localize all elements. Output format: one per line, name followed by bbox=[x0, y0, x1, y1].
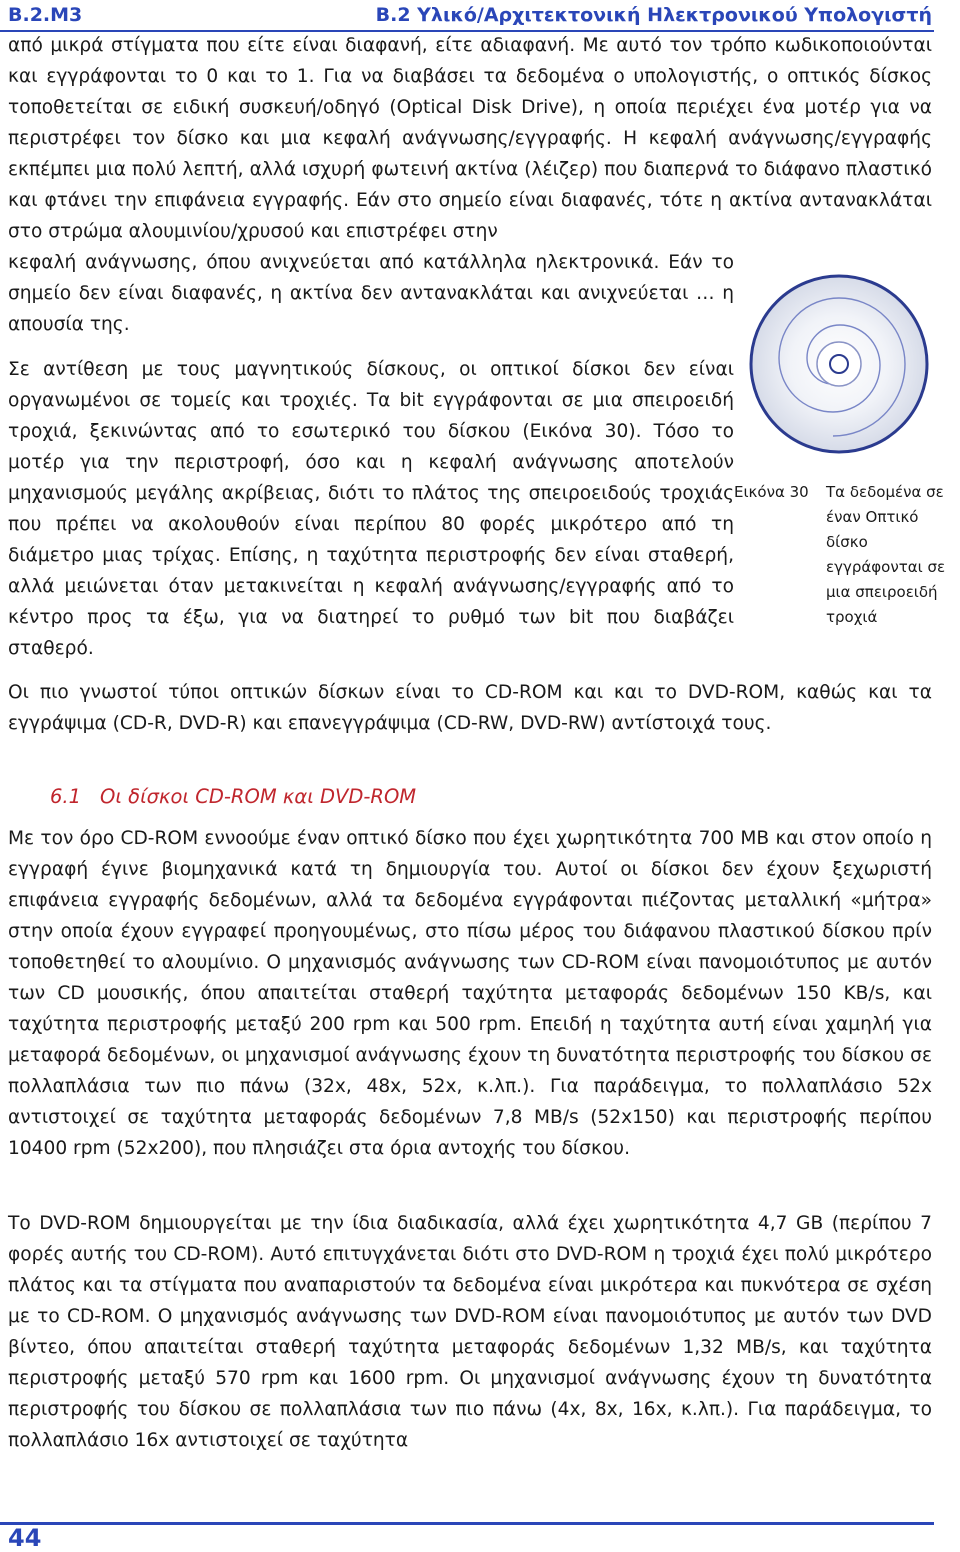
page-header bbox=[0, 0, 960, 34]
section-code: B.2.M3 bbox=[8, 4, 83, 26]
paragraph-spiral: Σε αντίθεση με τους μαγνητικούς δίσκους, οι οπτικοί δίσκοι δεν είναι οργανωμένοι σε τομείς και τροχιές. Τα bit εγγράφονται σε μια σπειροειδή τροχιά, ξεκινώντας από το εσωτερικό του δίσκου (Εικόνα 30). Τόσο το μοτέρ για την περιστροφή, όσο και η κεφαλή ανάγνωσης αποτελούν μηχανισμούς μεγάλης ακρίβειας, διότι το πλάτος της σπειροειδούς τροχιάς που πρέπει να ακολουθούν είναι περίπου 80 φορές μικρότερο από τη διάμετρο μιας τρίχας. Επίσης, η ταχύτητα περιστροφής δεν είναι σταθερή, αλλά μειώνεται όταν μετακινείται η κεφαλή ανάγνωσης/εγγραφής από το κέντρο προς τα έξω, για να διατηρεί το ρυθμό των bit που διαβάζει σταθερό. bbox=[8, 359, 734, 659]
paragraph-cdrom: Με τον όρο CD-ROM εννοούμε έναν οπτικό δίσκο που έχει χωρητικότητα 700 MB και στον οποίο η εγγραφή έγινε βιομηχανικά κατά τη δημιουργία του. Αυτοί οι δίσκοι δεν έχουν ξεχωριστή επιφάνεια εγγραφής δεδομένων, αλλά τα δεδομένα εγγράφονται πιέζοντας μεταλλική «μήτρα» στην οποία έχουν εγγραφεί προηγουμένως, στο πίσω μέρος του διάφανου πλαστικού δίσκου πρίν τοποθετηθεί το αλουμίνιο. Ο μηχανισμός ανάγνωσης των CD-ROM είναι πανομοιότυπος με αυτόν των CD μουσικής, όπου απαιτείται σταθερή ταχύτητα μεταφοράς δεδομένων 150 KB/s, και ταχύτητα περιστροφής μεταξύ 200 rpm και 500 rpm. Επειδή η ταχύτητα αυτή είναι χαμηλή για μεταφορά δεδομένων, οι μηχανισμοί ανάγνωσης έχουν τη δυνατότητα περιστροφής του δίσκου σε πολλαπλάσια των πιο πάνω (32x, 48x, 52x, κ.λπ.). Για παράδειγμα, το πολλαπλάσιο 52x αντιστοιχεί σε ταχύτητα μεταφοράς δεδομένων 7,8 MB/s (52x150) και περιστροφής περίπου 10400 rpm (52x200), που πλησιάζει στα όρια αντοχής του δίσκου. bbox=[8, 828, 932, 1159]
chapter-title: B.2 Υλικό/Αρχιτεκτονική Ηλεκτρονικού Υπολογιστή bbox=[375, 4, 932, 26]
section-heading bbox=[50, 785, 416, 808]
optical-disc-spiral-icon bbox=[748, 258, 930, 470]
paragraph-intro-cont: κεφαλή ανάγνωσης, όπου ανιχνεύεται από κατάλληλα ηλεκτρονικά. Εάν το σημείο δεν είναι διαφανές, η ακτίνα δεν αντανακλάται και ανιχνεύεται … η απουσία της. bbox=[8, 252, 734, 335]
figure-caption-text: Τα δεδομένα σε έναν Οπτικό δίσκο εγγράφονται σε μια σπειροειδή τροχιά bbox=[826, 483, 946, 626]
paragraph-dvdrom: Το DVD-ROM δημιουργείται με την ίδια διαδικασία, αλλά έχει χωρητικότητα 4,7 GB (περίπου 7 φορές αυτής του CD-ROM). Αυτό επιτυγχάνεται διότι στο DVD-ROM η τροχιά έχει πολύ μικρότερο πλάτος και τα στίγματα που αναπαριστούν τα δεδομένα είναι μικρότερα και πυκνότερα σε σχέση με το CD-ROM. Ο μηχανισμός ανάγνωσης των DVD-ROM είναι πανομοιότυπος με αυτόν των DVD βίντεο, όπου απαιτείται σταθερή ταχύτητα μεταφοράς δεδομένων 1,32 MB/s, και ταχύτητα περιστροφής μεταξύ 570 rpm και 1600 rpm. Οι μηχανισμοί ανάγνωσης έχουν τη δυνατότητα περιστροφής του δίσκου σε πολλαπλάσια των πιο πάνω (4x, 8x, 16x, κ.λπ.). Για παράδειγμα, το πολλαπλάσιο 16x αντιστοιχεί σε ταχύτητα bbox=[8, 1213, 932, 1451]
page-number: 44 bbox=[8, 1524, 42, 1552]
optical-disc-figure bbox=[748, 258, 930, 470]
section-heading-title: Οι δίσκοι CD-ROM και DVD-ROM bbox=[100, 785, 417, 808]
footer-divider bbox=[0, 1522, 934, 1525]
section-heading-number: 6.1 bbox=[50, 785, 82, 808]
paragraph-intro: από μικρά στίγματα που είτε είναι διαφανή, είτε αδιαφανή. Με αυτό τον τρόπο κωδικοποιούνται και εγγράφονται το 0 και το 1. Για να διαβάσει τα δεδομένα ο υπολογιστής, ο οπτικός δίσκος τοποθετείται σε ειδική συσκευή/οδηγό (Optical Disk Drive), η οποία περιέχει ένα μοτέρ για να περιστρέφει τον δίσκο και μια κεφαλή ανάγνωσης/εγγραφής. Η κεφαλή ανάγνωσης/εγγραφής εκπέμπει μια πολύ λεπτή, αλλά ισχυρή φωτεινή ακτίνα (λέιζερ) που διαπερνά το διάφανο πλαστικό και φτάνει την επιφάνεια εγγραφής. Εάν στο σημείο είναι διαφανές, τότε η ακτίνα αντανακλάται στο στρώμα αλουμινίου/χρυσού και επιστρέφει στην bbox=[8, 35, 932, 242]
figure-label: Εικόνα 30 bbox=[734, 483, 809, 501]
paragraph-types: Οι πιο γνωστοί τύποι οπτικών δίσκων είναι το CD-ROM και και το DVD-ROM, καθώς και τα εγγράψιμα (CD-R, DVD-R) και επανεγγράψιμα (CD-RW, DVD-RW) αντίστοιχά τους. bbox=[8, 682, 932, 734]
